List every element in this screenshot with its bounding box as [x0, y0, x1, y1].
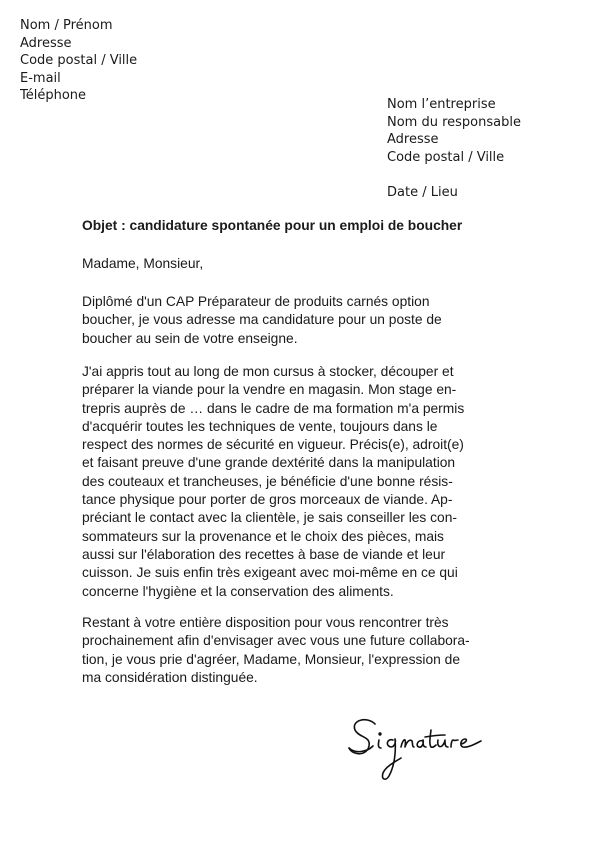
paragraph-line: concerne l'hygiène et la conservation des aliments.	[82, 583, 394, 599]
paragraph-line: respect des normes de sécurité en vigueur. Précis(e), adroit(e)	[82, 437, 464, 453]
sender-block	[20, 17, 137, 105]
recipient-manager: Nom du responsable	[387, 114, 521, 130]
sender-postcode-city: Code postal / Ville	[20, 53, 138, 69]
recipient-company: Nom l’entreprise	[387, 97, 496, 112]
subject-line: Objet : candidature spontanée pour un emploi de boucher	[82, 218, 463, 233]
handwritten-signature	[345, 710, 495, 785]
paragraph-line: des couteaux et trancheuses, je bénéficie d'une bonne résis-	[82, 473, 453, 489]
paragraph-line: tance physique pour porter de gros morceaux de viande. Ap-	[82, 492, 453, 508]
date-place: Date / Lieu	[387, 185, 458, 200]
paragraph-experience	[82, 363, 522, 601]
paragraph-line: ma considération distinguée.	[82, 669, 258, 685]
recipient-postcode-city: Code postal / Ville	[387, 149, 505, 165]
recipient-block	[387, 96, 521, 166]
paragraph-line: J'ai appris tout au long de mon cursus à stocker, découper et	[82, 364, 454, 379]
sender-phone: Téléphone	[20, 88, 87, 104]
paragraph-line: boucher au sein de votre enseigne.	[82, 330, 298, 346]
paragraph-line: et faisant preuve d'une grande dextérité dans la manipulation	[82, 455, 456, 471]
paragraph-line: trepris auprès de … dans le cadre de ma formation m'a permis	[82, 400, 465, 416]
paragraph-line: préciant le contact avec la clientèle, je sais conseiller les con-	[82, 510, 458, 526]
paragraph-intro	[82, 293, 522, 348]
recipient-address: Adresse	[387, 132, 439, 148]
paragraph-line: d'acquérir toutes les techniques de vente, toujours dans le	[82, 418, 438, 434]
paragraph-line: tion, je vous prie d'agréer, Madame, Monsieur, l'expression de	[82, 651, 460, 667]
paragraph-line: aussi sur l'élaboration des recettes à base de viande et leur	[82, 546, 446, 562]
paragraph-line: prochainement afin d'envisager avec vous une future collabora-	[82, 633, 470, 649]
sender-name: Nom / Prénom	[20, 18, 113, 33]
sender-address: Adresse	[20, 35, 72, 51]
paragraph-line: sommateurs sur la provenance et le choix des pièces, mais	[82, 528, 444, 544]
paragraph-line: cuisson. Je suis enfin très exigeant avec moi-même en ce qui	[82, 565, 458, 581]
greeting: Madame, Monsieur,	[82, 256, 204, 271]
paragraph-line: préparer la viande pour la vendre en magasin. Mon stage en-	[82, 382, 457, 398]
paragraph-line: Diplômé d'un CAP Préparateur de produits carnés option	[82, 294, 430, 309]
paragraph-closing	[82, 614, 522, 687]
paragraph-line: boucher, je vous adresse ma candidature pour un poste de	[82, 312, 442, 328]
paragraph-line: Restant à votre entière disposition pour vous rencontrer très	[82, 615, 449, 630]
sender-email: E-mail	[20, 70, 61, 86]
